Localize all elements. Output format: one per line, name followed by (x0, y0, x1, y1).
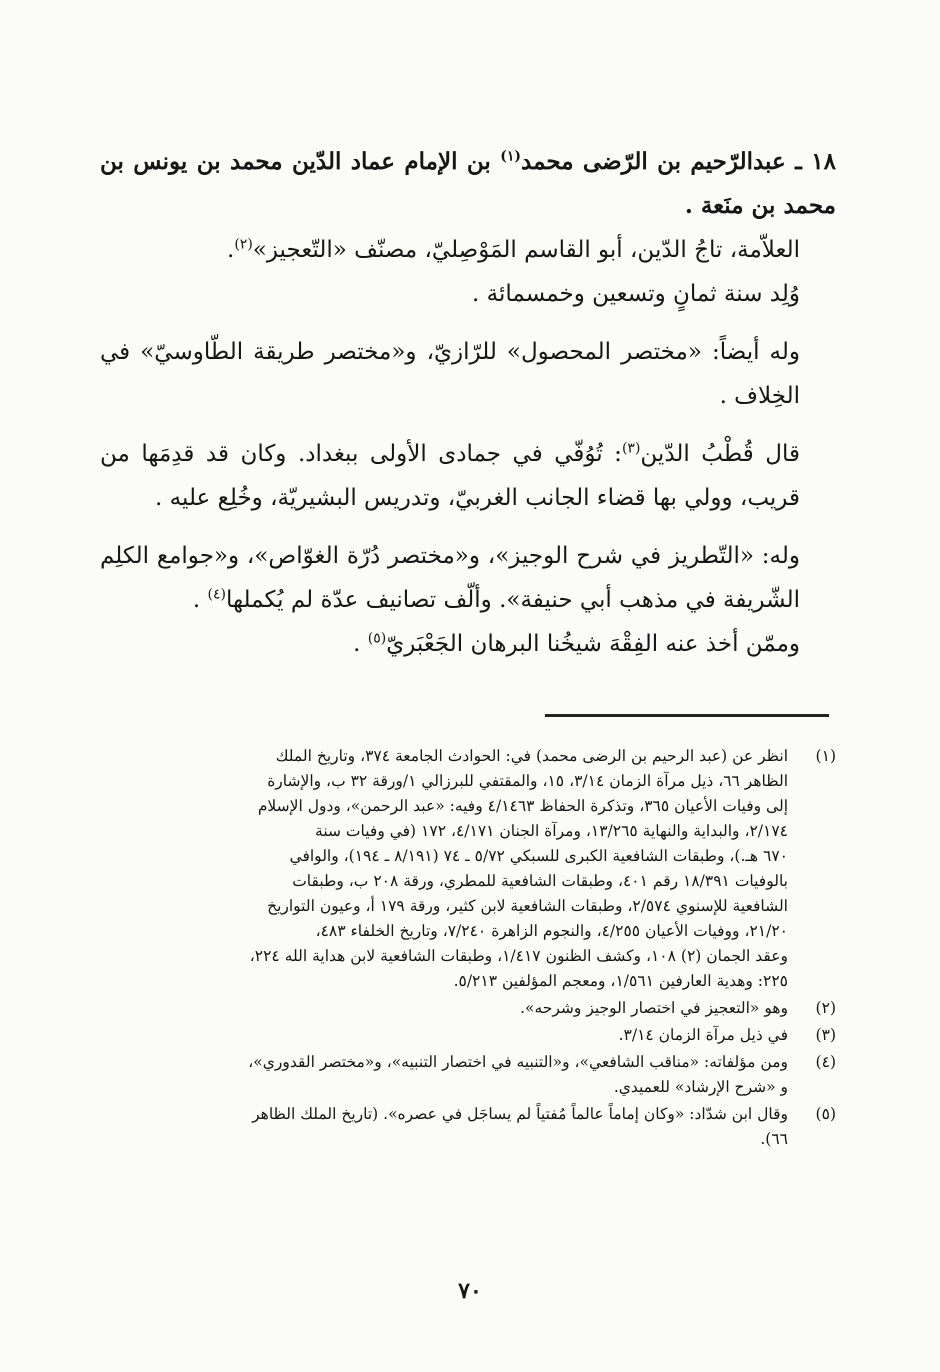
footnote-line: في ذيل مرآة الزمان ٣/١٤. (618, 1026, 788, 1044)
paragraph-text: وله: «التّطريز في شرح الوجيز»، و«مختصر دُرّة الغوّاص»، و«جوامع الكلِم الشّريفة في مذهب أبي حنيفة». وألّف تصانيف عدّة لم يُكملها (100, 543, 800, 613)
footnote-line: ٢/١٧٤، والبداية والنهاية ١٣/٢٦٥، ومرآة الجنان ٤/١٧١، ١٧٢ (في وفيات سنة (315, 822, 788, 840)
paragraph-works (100, 330, 836, 418)
footnote-2 (100, 996, 836, 1021)
footnote-body (100, 744, 788, 994)
paragraph-end: . (353, 631, 368, 657)
paragraph-text: وله أيضاً: «مختصر المحصول» للرّازيّ، و«مختصر طريقة الطّاوسيّ» في الخِلاف . (100, 339, 800, 409)
paragraph-end: . (227, 237, 235, 263)
footnote-ref-5[interactable]: (٥) (367, 630, 387, 647)
footnote-body (100, 1050, 788, 1100)
footnote-1 (100, 744, 836, 994)
footnote-line: بالوفيات ١٨/٣٩١ رقم ٤٠١، وطبقات الشافعية للمطري، ورقة ٢٠٨ ب، وطبقات (292, 872, 788, 890)
footnote-number: (٤) (815, 1053, 836, 1071)
footnote-body (100, 1023, 788, 1048)
footnote-body (100, 1102, 788, 1152)
footnote-line: الشافعية للإسنوي ٢/٥٧٤، وطبقات الشافعية لابن كثير، ورقة ١٧٩ أ، وعيون التواريخ (267, 897, 788, 915)
footnote-ref-4[interactable]: (٤) (207, 586, 226, 603)
paragraph-writings (100, 534, 836, 622)
footnote-3 (100, 1023, 836, 1048)
page-number: ٧٠ (458, 1278, 482, 1304)
footnote-line: و «شرح الإرشاد» للعميدي. (613, 1078, 788, 1096)
footnote-line: إلى وفيات الأعيان ٣٦٥، وتذكرة الحفاظ ٤/١٤٦٣ وفيه: «عبد الرحمن»، ودول الإسلام (257, 797, 788, 815)
paragraph-birth (100, 272, 836, 316)
footnote-line: ٢٢٥: وهدية العارفين ١/٥٦١، ومعجم المؤلفين ٥/٢١٣. (453, 972, 788, 990)
heading-text: ١٨ ـ عبدالرّحيم بن الرّضى محمد (521, 148, 836, 175)
footnote-number: (٣) (815, 1026, 836, 1044)
paragraph-end: : تُوُفّي في جمادى الأولى ببغداد. وكان قد قدِمَها من قريب، وولي بها قضاء الجانب الغربيّ، وتدريس البشيريّة، وخُلِع عليه . (100, 441, 800, 511)
paragraph-text: وُلِد سنة ثمانٍ وتسعين وخمسمائة . (472, 281, 800, 307)
footnote-line: ٦٦). (760, 1130, 788, 1148)
footnote-number: (٢) (815, 999, 836, 1017)
entry-heading (100, 140, 836, 228)
footnote-number: (٥) (815, 1105, 836, 1123)
paragraph-text: العلاّمة، تاجُ الدّين، أبو القاسم المَوْصِليّ، مصنّف «التّعجيز» (252, 237, 800, 263)
biography-entry (100, 140, 836, 666)
footnote-line: انظر عن (عبد الرحيم بن الرضى محمد) في: الحوادث الجامعة ٣٧٤، وتاريخ الملك (275, 747, 788, 765)
footnote-line: الظاهر ٦٦، ذيل مرآة الزمان ٣/١٤، ١٥، والمقتفي للبرزالي ١/ورقة ٣٢ ب، والإشارة (267, 772, 788, 790)
footnote-4 (100, 1050, 836, 1100)
footnote-line: وعقد الجمان (٢) ١٠٨، وكشف الظنون ١/٤١٧، وطبقات الشافعية لابن هداية الله ٢٢٤، (249, 947, 788, 965)
heading-text-line2: يونس بن محمد بن منَعة . (100, 148, 836, 219)
footnote-separator (545, 714, 829, 717)
footnote-ref-1[interactable]: (١) (500, 148, 521, 165)
footnote-ref-3[interactable]: (٣) (621, 440, 641, 457)
paragraph-death (100, 432, 836, 520)
footnote-line: ٢١/٢٠، ووفيات الأعيان ٤/٢٥٥، والنجوم الزاهرة ٧/٢٤٠، وتاريخ الخلفاء ٤٨٣، (315, 922, 788, 940)
paragraph-title (100, 228, 836, 272)
footnote-line: ومن مؤلفاته: «مناقب الشافعي»، و«التنبيه في اختصار التنبيه»، و«مختصر القدوري»، (248, 1053, 788, 1071)
footnote-line: ٦٧٠ هـ.)، وطبقات الشافعية الكبرى للسبكي ٥/٧٢ ـ ٧٤ (٨/١٩١ ـ ١٩٤)، والوافي (289, 847, 788, 865)
paragraph-text: وممّن أخذ عنه الفِقْهَ شيخُنا البرهان الجَعْبَريّ (386, 631, 800, 657)
paragraph-students (100, 622, 836, 666)
footnote-line: وقال ابن شدّاد: «وكان إماماً عالماً مُفتياً لم يساجَل في عصره». (تاريخ الملك الظاهر (252, 1105, 788, 1123)
paragraph-text: قال قُطْبُ الدّين (640, 441, 800, 467)
footnote-line: وهو «التعجيز في اختصار الوجيز وشرحه». (520, 999, 788, 1017)
footnote-number: (١) (815, 747, 836, 765)
heading-text-end: بن الإمام عماد الدّين محمد بن (196, 148, 501, 175)
footnotes (100, 744, 836, 1154)
footnote-5 (100, 1102, 836, 1152)
footnote-body (100, 996, 788, 1021)
footnote-ref-2[interactable]: (٢) (234, 236, 253, 253)
paragraph-end: . (192, 587, 208, 613)
